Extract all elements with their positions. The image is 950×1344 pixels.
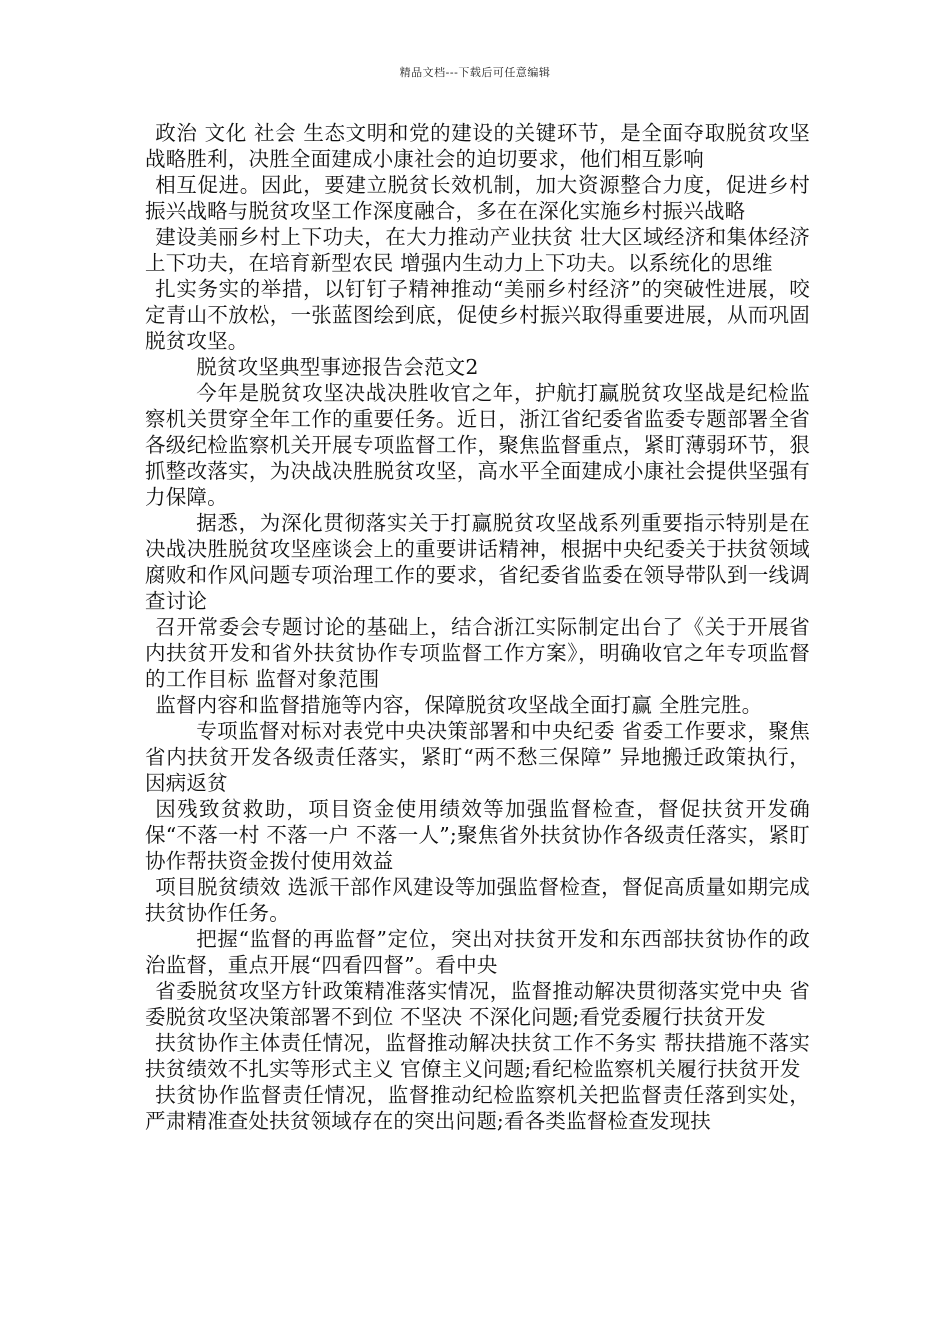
paragraph: 脱贫攻坚典型事迹报告会范文2 — [196, 355, 479, 379]
paragraph: 据悉，为深化贯彻落实关于打赢脱贫攻坚战系列重要指示特别是在决战决胜脱贫攻坚座谈会上的重要讲话精神，根据中央纪委关于扶贫领域腐败和作风问题专项治理工作的要求，省纪委省监委在领导带队到一线调查讨论 — [145, 511, 810, 613]
paragraph: 扶贫协作监督责任情况，监督推动纪检监察机关把监督责任落到实处，严肃精准查处扶贫领域存在的突出问题;看各类监督检查发现扶 — [145, 1083, 810, 1133]
paragraph: 召开常委会专题讨论的基础上，结合浙江实际制定出台了《关于开展省内扶贫开发和省外扶贫协作专项监督工作方案》，明确收官之年专项监督的工作目标 监督对象范围 — [145, 615, 810, 691]
paragraph: 扎实务实的举措，以钉钉子精神推动“美丽乡村经济”的突破性进展，咬定青山不放松，一张蓝图绘到底，促使乡村振兴取得重要进展，从而巩固脱贫攻坚。 — [145, 277, 810, 353]
page-header: 精品文档---下载后可任意编辑 — [399, 66, 551, 79]
paragraph: 把握“监督的再监督”定位，突出对扶贫开发和东西部扶贫协作的政治监督，重点开展“四看四督”。看中央 — [145, 927, 810, 977]
paragraph: 省委脱贫攻坚方针政策精准落实情况，监督推动解决贯彻落实党中央 省委脱贫攻坚决策部署不到位 不坚决 不深化问题;看党委履行扶贫开发 — [145, 979, 810, 1029]
paragraph: 项目脱贫绩效 选派干部作风建设等加强监督检查，督促高质量如期完成扶贫协作任务。 — [145, 875, 810, 925]
paragraph: 因残致贫救助，项目资金使用绩效等加强监督检查，督促扶贫开发确保“不落一村 不落一户 不落一人”;聚焦省外扶贫协作各级责任落实，紧盯协作帮扶资金拨付使用效益 — [145, 797, 810, 873]
paragraph: 相互促进。因此，要建立脱贫长效机制，加大资源整合力度，促进乡村振兴战略与脱贫攻坚工作深度融合，多在在深化实施乡村振兴战略 — [145, 173, 810, 223]
paragraph: 建设美丽乡村上下功夫，在大力推动产业扶贫 壮大区域经济和集体经济上下功夫，在培育新型农民 增强内生动力上下功夫。以系统化的思维 — [145, 225, 810, 275]
paragraph: 今年是脱贫攻坚决战决胜收官之年，护航打赢脱贫攻坚战是纪检监察机关贯穿全年工作的重要任务。近日，浙江省纪委省监委专题部署全省各级纪检监察机关开展专项监督工作，聚焦监督重点，紧盯薄弱环节，狠抓整改落实，为决战决胜脱贫攻坚，高水平全面建成小康社会提供坚强有力保障。 — [145, 381, 810, 509]
document-body — [145, 120, 810, 1134]
paragraph: 专项监督对标对表党中央决策部署和中央纪委 省委工作要求，聚焦省内扶贫开发各级责任落实，紧盯“两不愁三保障” 异地搬迁政策执行，因病返贫 — [145, 719, 810, 795]
paragraph: 监督内容和监督措施等内容，保障脱贫攻坚战全面打赢 全胜完胜。 — [155, 693, 763, 717]
paragraph: 扶贫协作主体责任情况，监督推动解决扶贫工作不务实 帮扶措施不落实 扶贫绩效不扎实等形式主义 官僚主义问题;看纪检监察机关履行扶贫开发 — [145, 1031, 810, 1081]
paragraph: 政治 文化 社会 生态文明和党的建设的关键环节，是全面夺取脱贫攻坚战略胜利，决胜全面建成小康社会的迫切要求，他们相互影响 — [145, 121, 810, 171]
